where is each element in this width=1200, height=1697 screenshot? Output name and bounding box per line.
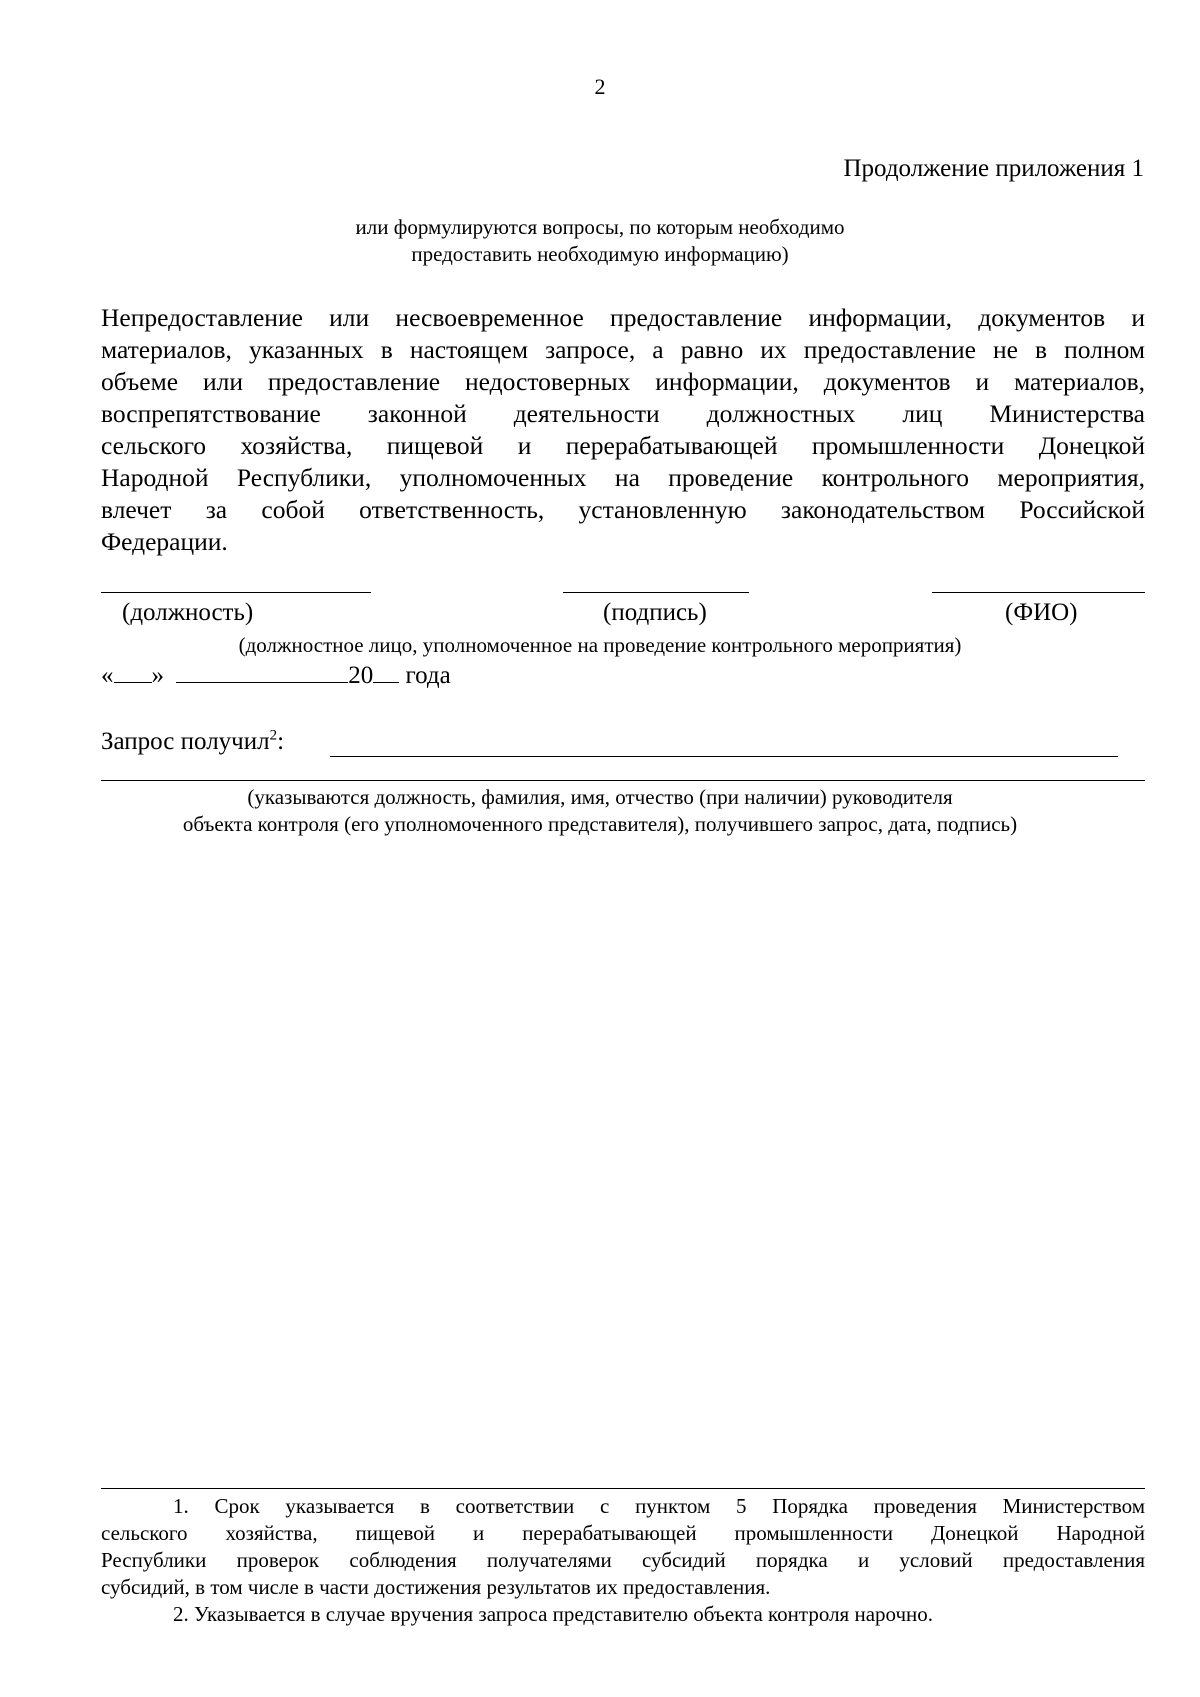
receiver-note-line: (указываются должность, фамилия, имя, отчество (при наличии) руководителя	[247, 785, 953, 809]
name-label: (ФИО)	[1005, 599, 1078, 626]
paragraph-line: влечет за собой ответственность, установленную законодательством Российской	[101, 495, 1145, 524]
paragraph-line: Федерации.	[101, 527, 228, 556]
continuation-label: Продолжение приложения 1	[843, 155, 1144, 182]
received-colon: :	[277, 728, 285, 755]
instruction-note-line: или формулируются вопросы, по которым необходимо	[355, 215, 845, 239]
footnote-1-line: субсидий, в том числе в части достижения результатов их предоставления.	[101, 1575, 771, 1599]
footnote-1-line: сельского хозяйства, пищевой и перерабатывающей промышленности Донецкой Народной	[101, 1521, 1145, 1545]
day-blank[interactable]	[114, 660, 152, 683]
paragraph-line: воспрепятствование законной деятельности должностных лиц Министерства	[101, 399, 1145, 428]
footnotes	[101, 1493, 1145, 1628]
receiver-note	[100, 784, 1100, 838]
year-blank[interactable]	[373, 660, 399, 683]
signature-blank-line[interactable]	[563, 592, 749, 593]
footnote-1-line: 1. Срок указывается в соответствии с пунктом 5 Порядка проведения Министерством	[173, 1494, 1145, 1518]
instruction-note-line: предоставить необходимую информацию)	[411, 242, 789, 266]
open-quote: «	[101, 662, 114, 689]
receiver-note-line: объекта контроля (его уполномоченного представителя), получившего запрос, дата, подпись)	[182, 812, 1018, 836]
received-blank-line[interactable]	[330, 756, 1118, 757]
position-label: (должность)	[122, 599, 254, 626]
instruction-note	[100, 214, 1100, 268]
year-prefix: 20	[348, 662, 374, 689]
paragraph-line: объеме или предоставление недостоверных информации, документов и материалов,	[101, 367, 1145, 396]
footnote-2: 2. Указывается в случае вручения запроса представителю объекта контроля нарочно.	[173, 1602, 934, 1626]
date-line	[101, 660, 451, 692]
paragraph-line: Непредоставление или несвоевременное предоставление информации, документов и	[101, 303, 1145, 332]
liability-paragraph	[101, 302, 1145, 558]
footnote-ref: 2	[269, 727, 278, 744]
paragraph-line: Народной Республики, уполномоченных на проведение контрольного мероприятия,	[101, 463, 1145, 492]
signature-label: (подпись)	[603, 599, 707, 626]
page-number: 2	[594, 74, 606, 99]
received-by	[101, 726, 284, 758]
paragraph-line: сельского хозяйства, пищевой и перерабатывающей промышленности Донецкой	[101, 431, 1145, 460]
year-suffix: года	[405, 662, 451, 689]
footnote-1-line: Республики проверок соблюдения получателями субсидий порядка и условий предоставления	[101, 1548, 1145, 1572]
name-blank-line[interactable]	[932, 592, 1145, 593]
position-blank-line[interactable]	[101, 592, 371, 593]
month-blank[interactable]	[176, 660, 348, 683]
received-label: Запрос получил	[101, 728, 270, 755]
paragraph-line: материалов, указанных в настоящем запросе, а равно их предоставление не в полном	[101, 335, 1145, 364]
receiver-blank-line[interactable]	[101, 780, 1145, 781]
official-note: (должностное лицо, уполномоченное на проведение контрольного мероприятия)	[238, 633, 962, 657]
footnote-separator	[101, 1488, 1145, 1489]
close-quote: »	[151, 662, 164, 689]
